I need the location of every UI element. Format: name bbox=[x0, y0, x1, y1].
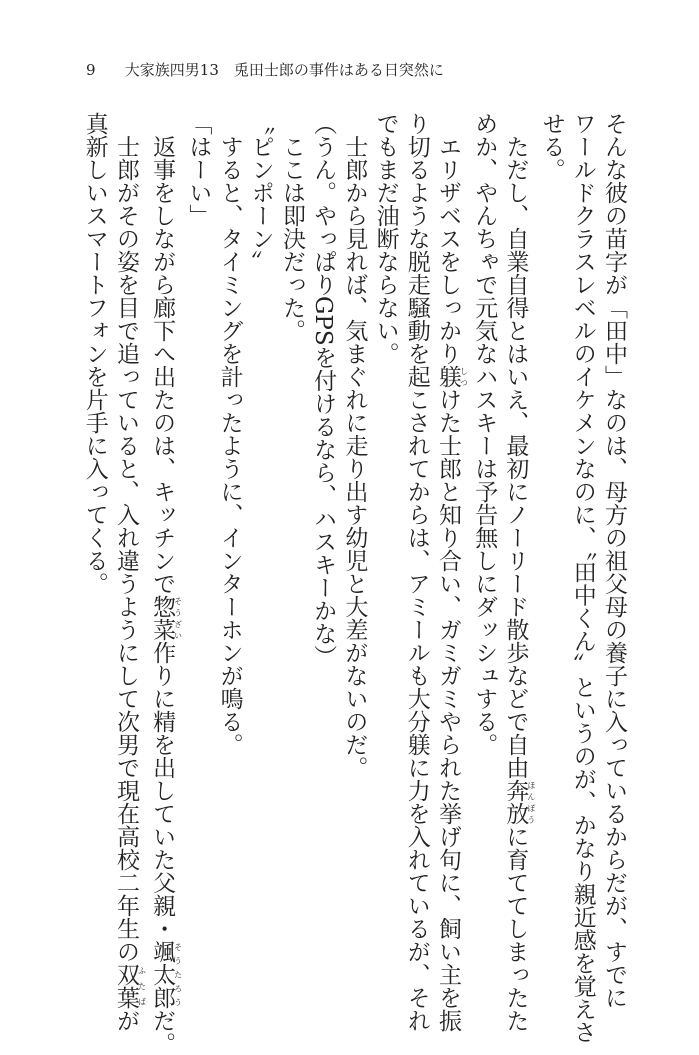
text-line bbox=[307, 112, 338, 972]
ruby-annotation bbox=[149, 595, 183, 641]
page-number: 9 bbox=[86, 61, 96, 79]
text-segment: せる。 bbox=[538, 112, 565, 181]
text-segment: り切るような脱走騒動を起こされてからは、アミールも大分躾に力を入れているが、それ bbox=[403, 112, 430, 1032]
text-segment: けた士郎と知り合い、ガミガミやられた挙げ句に、飼い主を振 bbox=[434, 388, 461, 1032]
text-line bbox=[110, 112, 147, 1032]
ruby-base: 躾 bbox=[434, 365, 461, 388]
ruby-reading: ほんぽう bbox=[526, 779, 536, 825]
text-line bbox=[182, 112, 213, 972]
ruby-reading: しつ bbox=[459, 365, 469, 388]
text-segment: 作りに精を出していた父親・ bbox=[149, 641, 176, 940]
page-header bbox=[86, 58, 444, 82]
text-line bbox=[535, 112, 566, 972]
text-line bbox=[598, 112, 629, 1009]
text-segment: ただし、自業自得とはいえ、最初にノーリード散歩などで自由 bbox=[502, 112, 529, 779]
text-segment: エリザベスをしっかり bbox=[434, 112, 461, 365]
text-segment: すると、タイミングを計ったように、インターホンが鳴る。 bbox=[216, 112, 243, 756]
ruby-annotation bbox=[149, 940, 183, 1009]
text-segment: ここは即決だった。 bbox=[278, 112, 305, 342]
ruby-annotation bbox=[502, 779, 536, 825]
text-segment: が bbox=[112, 1009, 139, 1032]
text-line bbox=[338, 112, 369, 972]
text-segment: だ。 bbox=[149, 1009, 176, 1055]
ruby-reading: そうざい bbox=[173, 595, 183, 641]
text-line bbox=[468, 112, 499, 972]
text-segment: （うん。やっぱりGPSを付けるなら、ハスキーかな） bbox=[310, 112, 337, 668]
text-line bbox=[401, 112, 432, 1032]
ruby-reading: ふたば bbox=[137, 963, 147, 1009]
text-segment: めか、やんちゃで元気なハスキーは予告無しにダッシュする。 bbox=[471, 112, 498, 756]
text-segment: 「はーい」 bbox=[185, 112, 212, 227]
vertical-body-text bbox=[79, 112, 629, 1055]
text-segment: 士郎がその姿を目で追っていると、入れ違うようにして次男で現在高校二年生の bbox=[112, 112, 139, 963]
text-line bbox=[432, 112, 469, 1032]
running-title: 大家族四男13 兎田士郎の事件はある日突然に bbox=[124, 61, 444, 79]
ruby-base: 惣菜 bbox=[149, 595, 176, 641]
text-segment: ワールドクラスレベルのイケメンなのに、〝田中くん〟というのが、かなり親近感を覚えさ bbox=[569, 112, 596, 1044]
text-segment: 返事をしながら廊下へ出たのは、キッチンで bbox=[149, 112, 176, 595]
text-line bbox=[245, 112, 276, 972]
text-line bbox=[146, 112, 183, 1055]
ruby-base: 颯太郎 bbox=[149, 940, 176, 1009]
text-segment: 真新しいスマートフォンを片手に入ってくる。 bbox=[81, 112, 108, 595]
text-segment: 士郎から見れば、気まぐれに走り出す幼児と大差がないのだ。 bbox=[341, 112, 368, 779]
ruby-annotation bbox=[112, 963, 147, 1009]
text-segment: でもまだ油断ならない。 bbox=[372, 112, 399, 365]
text-line bbox=[276, 112, 307, 972]
text-line bbox=[499, 112, 536, 1032]
text-segment: 〝ピンポーン〟 bbox=[247, 112, 274, 273]
ruby-annotation bbox=[434, 365, 469, 388]
ruby-base: 双葉 bbox=[112, 963, 139, 1009]
ruby-base: 奔放 bbox=[502, 779, 529, 825]
text-line bbox=[567, 112, 598, 1044]
text-line bbox=[213, 112, 244, 972]
text-line bbox=[369, 112, 400, 972]
text-line bbox=[79, 112, 110, 972]
text-segment: そんな彼の苗字が「田中」なのは、母方の祖父母の養子に入っているからだが、すでに bbox=[601, 112, 627, 1009]
text-segment: に育ててしまったた bbox=[502, 825, 529, 1032]
ruby-reading: そうたろう bbox=[173, 940, 183, 1009]
